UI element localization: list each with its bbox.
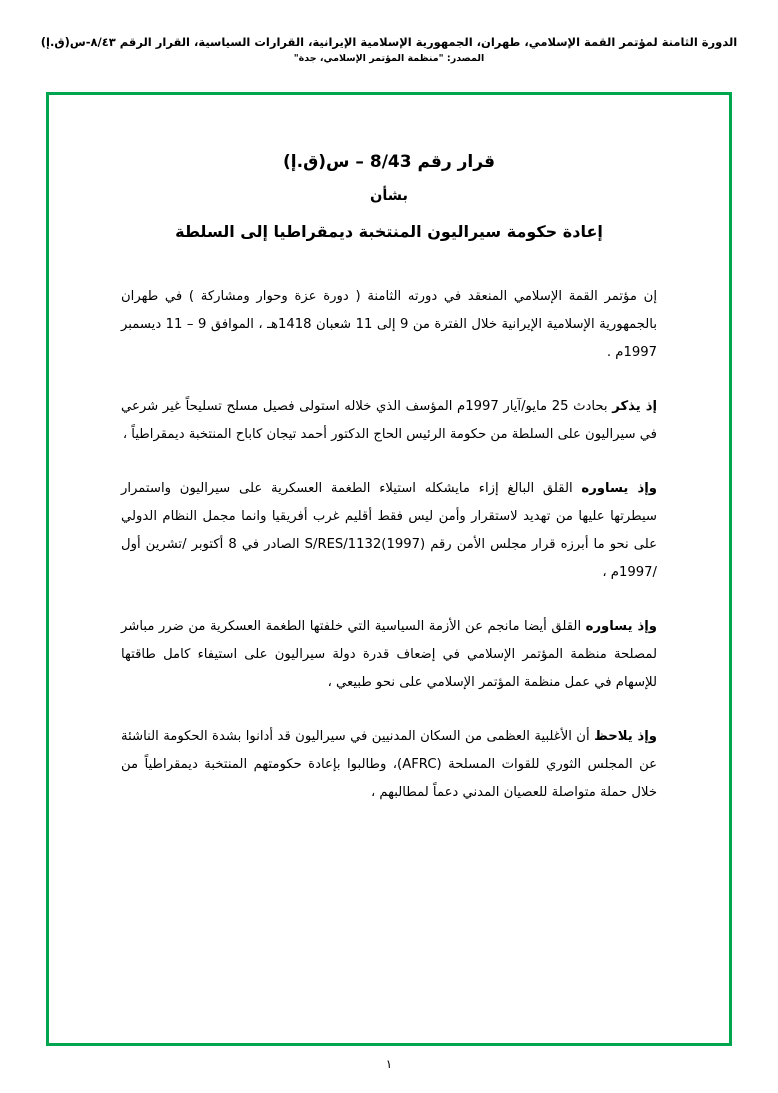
paragraph-recalling (121, 393, 657, 449)
paragraph-concerned-1 (121, 475, 657, 587)
title-block (121, 147, 657, 247)
paragraph-text: إن مؤتمر القمة الإسلامي المنعقد في دورته الثامنة ( دورة عزة وحوار ومشاركة ) في طهران بالجمهورية الإسلامية الإيرانية خلال الفترة من 9 إلى 11 شعبان 1418هـ ، الموافق 9 – 11 ديسمبر 1997م . (121, 289, 658, 360)
paragraph-text: القلق أيضا مانجم عن الأزمة السياسية التي خلفتها الطغمة العسكرية من ضرر مباشر لمصلحة منظمة المؤتمر الإسلامي في إضعاف قدرة دولة سيراليون على استيفاء كامل طاقتها للإسهام في عمل منظمة المؤتمر الإسلامي على نحو طبيعي ، (121, 619, 657, 690)
resolution-number: قرار رقم 8/43 – س(ق.إ) (283, 152, 495, 172)
paragraph-text: أن الأغلبية العظمى من السكان المدنيين في سيراليون قد أدانوا بشدة الحكومة الناشئة عن المجلس الثوري للقوات المسلحة (AFRC)، وطالبوا بإعادة حكومتهم المنتخبة ديمقراطياً من خلال حملة متواصلة للعصيان المدني دعماً لمطالبهم ، (121, 729, 657, 800)
paragraph-preamble (121, 283, 657, 367)
header-title-line: الدورة الثامنة لمؤتمر القمة الإسلامي، طهران، الجمهورية الإسلامية الإيرانية، القرارات السياسية، القرار الرقم ٨/٤٣-س(ق.إ) (40, 35, 738, 49)
paragraph-text: بحادث 25 مايو/آيار 1997م المؤسف الذي خلاله استولى فصيل مسلح تسليحاً غير شرعي في سيراليون على السلطة من حكومة الرئيس الحاج الدكتور أحمد تيجان كاباح المنتخبة ديمقراطياً ، (121, 399, 657, 442)
resolution-regarding-label: بشأن (369, 188, 409, 204)
paragraph-lead: وإذ يلاحظ (594, 729, 657, 744)
paragraph-text: القلق البالغ إزاء مايشكله استيلاء الطغمة العسكرية على سيراليون واستمرار سيطرتها عليها من تهديد لاستقرار وأمن ليس فقط أقليم غرب أفريقيا وانما مجمل النظام الدولي على نحو ما أبرزه قرار مجلس الأمن رقم (S/RES/1132(1997 الصادر في 8 أكتوبر /تشرين أول /1997م ، (121, 481, 657, 580)
paragraph-noting (121, 723, 657, 807)
paragraph-concerned-2 (121, 613, 657, 697)
page-number: ١ (385, 1057, 393, 1071)
header-source-line: المصدر: "منظمة المؤتمر الإسلامي، جدة" (293, 53, 485, 64)
green-border-frame (46, 92, 732, 1046)
paragraph-lead: وإذ يساوره (581, 481, 657, 496)
paragraph-lead: وإذ يساوره (585, 619, 657, 634)
resolution-topic: إعادة حكومة سيراليون المنتخبة ديمقراطيا إلى السلطة (175, 222, 603, 241)
document-body (49, 95, 729, 1043)
document-header (0, 34, 778, 64)
paragraph-lead: إذ يذكر (612, 399, 657, 414)
